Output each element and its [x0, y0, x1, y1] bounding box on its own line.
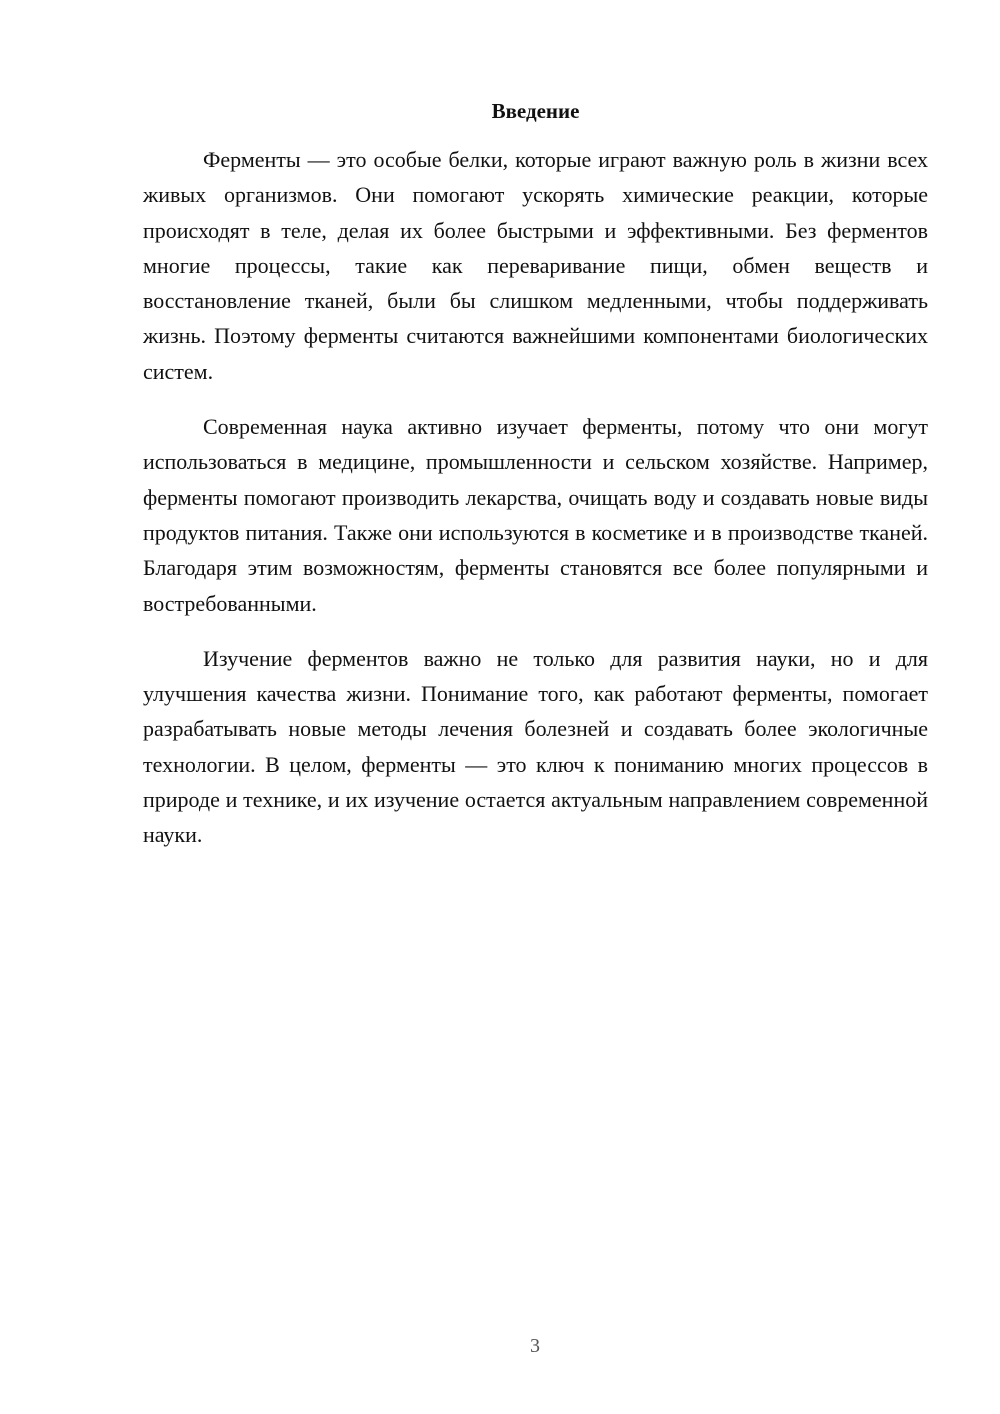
- section-heading: Введение: [491, 99, 580, 123]
- paragraph-3: Изучение ферментов важно не только для развития науки, но и для улучшения качества жизни. Понимание того, как работают ферменты, помогает разрабатывать новые методы лечения болезней и создавать более экологичные технологии. В целом, ферменты — это ключ к пониманию многих процессов в природе и технике, и их изучение остается актуальным направлением современной науки.: [143, 645, 928, 848]
- paragraph-2: Современная наука активно изучает ферменты, потому что они могут использоваться в медицине, промышленности и сельском хозяйстве. Например, ферменты помогают производить лекарства, очищать воду и создавать новые виды продуктов питания. Также они используются в косметике и в производстве тканей. Благодаря этим возможностям, ферменты становятся все более популярными и востребованными.: [143, 414, 928, 616]
- document-body: [143, 142, 928, 873]
- page-number: 3: [530, 1335, 540, 1357]
- paragraph-1: Ферменты — это особые белки, которые играют важную роль в жизни всех живых организмов. Они помогают ускорять химические реакции, которые происходят в теле, делая их более быстрыми и эффективными. Без ферментов многие процессы, такие как переваривание пищи, обмен веществ и восстановление тканей, были бы слишком медленными, чтобы поддерживать жизнь. Поэтому ферменты считаются важнейшими компонентами биологических систем.: [143, 147, 928, 384]
